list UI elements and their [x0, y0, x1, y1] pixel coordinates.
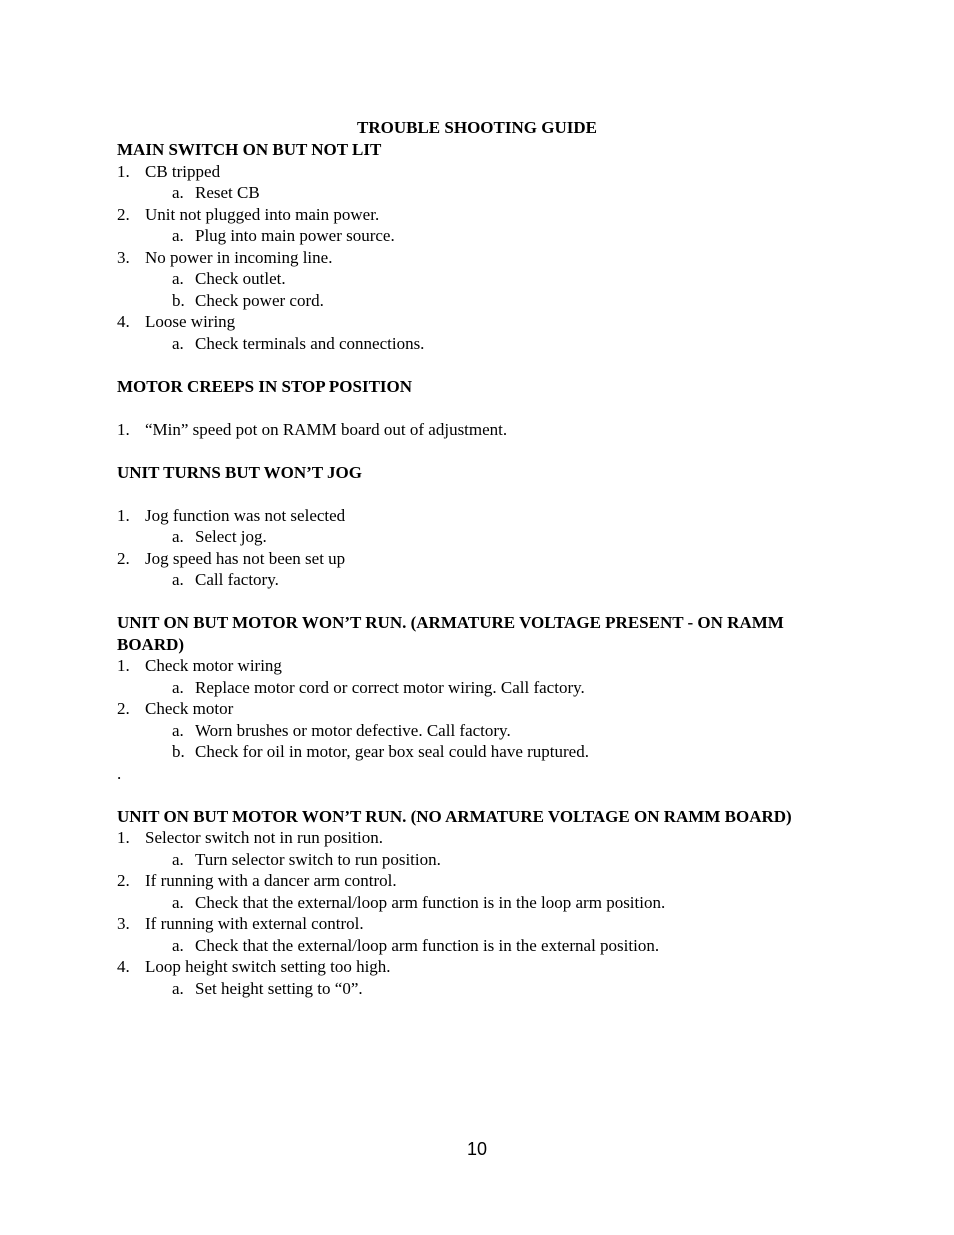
sub-item: [117, 182, 817, 204]
sub-item-letter: a.: [172, 333, 184, 353]
item-number: 2.: [117, 204, 130, 224]
sub-item: [117, 569, 817, 591]
list-item: [117, 161, 817, 183]
item-number: 1.: [117, 161, 130, 181]
list-item: [117, 419, 817, 441]
item-text: CB tripped: [145, 161, 221, 181]
sub-item: [117, 225, 817, 247]
item-number: 4.: [117, 312, 130, 331]
sub-item-letter: a.: [172, 570, 184, 589]
section-wont-jog: [117, 462, 817, 591]
list-item: [117, 204, 817, 226]
spacer: [117, 483, 817, 505]
item-number: 2.: [117, 548, 130, 568]
item-number: 3.: [117, 914, 130, 933]
sub-item: [117, 720, 817, 742]
spacer: [117, 397, 817, 419]
item-text: Unit not plugged into main power.: [145, 204, 380, 224]
list-item: [117, 913, 817, 935]
sub-item-text: Call factory.: [195, 570, 279, 589]
sub-item-letter: a.: [172, 892, 184, 912]
sub-item-letter: a.: [172, 849, 184, 869]
sub-item-letter: a.: [172, 226, 184, 245]
section-motor-creeps: [117, 376, 817, 441]
list-item: [117, 311, 817, 333]
sub-item-text: Set height setting to “0”.: [195, 978, 363, 998]
sub-item-letter: a.: [172, 935, 184, 955]
sub-item-letter: a.: [172, 677, 184, 697]
item-number: 4.: [117, 957, 130, 976]
list-item: [117, 548, 817, 570]
sub-item-letter: a.: [172, 527, 184, 546]
stray-period: .: [117, 763, 122, 783]
item-text: Jog function was not selected: [145, 505, 346, 525]
sub-item-text: Check power cord.: [195, 290, 324, 310]
list-item: [117, 247, 817, 269]
spacer: [117, 784, 817, 806]
list-item: [117, 655, 817, 677]
section-heading: UNIT TURNS BUT WON’T JOG: [117, 462, 362, 482]
list-item: [117, 956, 817, 978]
sub-item-letter: b.: [172, 742, 185, 761]
guide-content: [117, 139, 817, 999]
item-number: 2.: [117, 871, 130, 890]
item-text: If running with external control.: [145, 914, 364, 933]
spacer: [117, 440, 817, 462]
sub-item: [117, 677, 817, 699]
section-main-switch: [117, 139, 817, 354]
list-item: [117, 827, 817, 849]
sub-item-text: Check that the external/loop arm function is in the external position.: [195, 935, 660, 955]
page-title: TROUBLE SHOOTING GUIDE: [357, 118, 597, 137]
sub-item-text: Check outlet.: [195, 269, 286, 288]
sub-item-text: Turn selector switch to run position.: [195, 849, 441, 869]
item-text: No power in incoming line.: [145, 247, 333, 267]
sub-item: [117, 849, 817, 871]
sub-item-letter: a.: [172, 183, 184, 202]
item-number: 1.: [117, 505, 130, 525]
item-text: Selector switch not in run position.: [145, 828, 383, 847]
sub-item-text: Reset CB: [195, 183, 260, 202]
section-heading: MOTOR CREEPS IN STOP POSITION: [117, 376, 413, 396]
item-number: 1.: [117, 656, 130, 675]
item-text: “Min” speed pot on RAMM board out of adjustment.: [145, 419, 508, 439]
item-number: 1.: [117, 828, 130, 847]
section-no-armature: [117, 806, 817, 1000]
spacer: [117, 591, 817, 613]
sub-item: [117, 978, 817, 1000]
list-item: [117, 698, 817, 720]
sub-item-letter: a.: [172, 269, 184, 288]
sub-item: [117, 892, 817, 914]
sub-item-text: Check for oil in motor, gear box seal could have ruptured.: [195, 742, 589, 761]
item-text: Jog speed has not been set up: [145, 548, 346, 568]
sub-item: [117, 935, 817, 957]
sub-item: [117, 333, 817, 355]
section-heading: UNIT ON BUT MOTOR WON’T RUN. (NO ARMATURE VOLTAGE ON RAMM BOARD): [117, 806, 792, 826]
sub-item: [117, 526, 817, 548]
item-number: 1.: [117, 419, 130, 439]
item-number: 2.: [117, 699, 130, 718]
sub-item-letter: b.: [172, 290, 185, 310]
item-number: 3.: [117, 247, 130, 267]
sub-item: [117, 268, 817, 290]
list-item: [117, 870, 817, 892]
sub-item: [117, 741, 817, 763]
section-heading: MAIN SWITCH ON BUT NOT LIT: [117, 140, 382, 159]
sub-item-text: Select jog.: [195, 527, 267, 546]
item-text: Loose wiring: [145, 312, 236, 331]
spacer: [117, 354, 817, 376]
section-armature-present: [117, 612, 817, 784]
page-number: 10: [466, 1139, 488, 1159]
sub-item-text: Replace motor cord or correct motor wiring. Call factory.: [195, 677, 585, 697]
item-text: Loop height switch setting too high.: [145, 957, 391, 976]
sub-item-text: Check that the external/loop arm function is in the loop arm position.: [195, 892, 666, 912]
sub-item-text: Plug into main power source.: [195, 226, 395, 245]
list-item: [117, 505, 817, 527]
item-text: If running with a dancer arm control.: [145, 871, 397, 890]
sub-item-text: Worn brushes or motor defective. Call factory.: [195, 720, 511, 740]
sub-item-text: Check terminals and connections.: [195, 333, 425, 353]
sub-item-letter: a.: [172, 720, 184, 740]
sub-item: [117, 290, 817, 312]
section-heading: UNIT ON BUT MOTOR WON’T RUN. (ARMATURE VOLTAGE PRESENT - ON RAMM BOARD): [117, 613, 784, 654]
sub-item-letter: a.: [172, 978, 184, 998]
item-text: Check motor wiring: [145, 656, 282, 675]
item-text: Check motor: [145, 699, 234, 718]
